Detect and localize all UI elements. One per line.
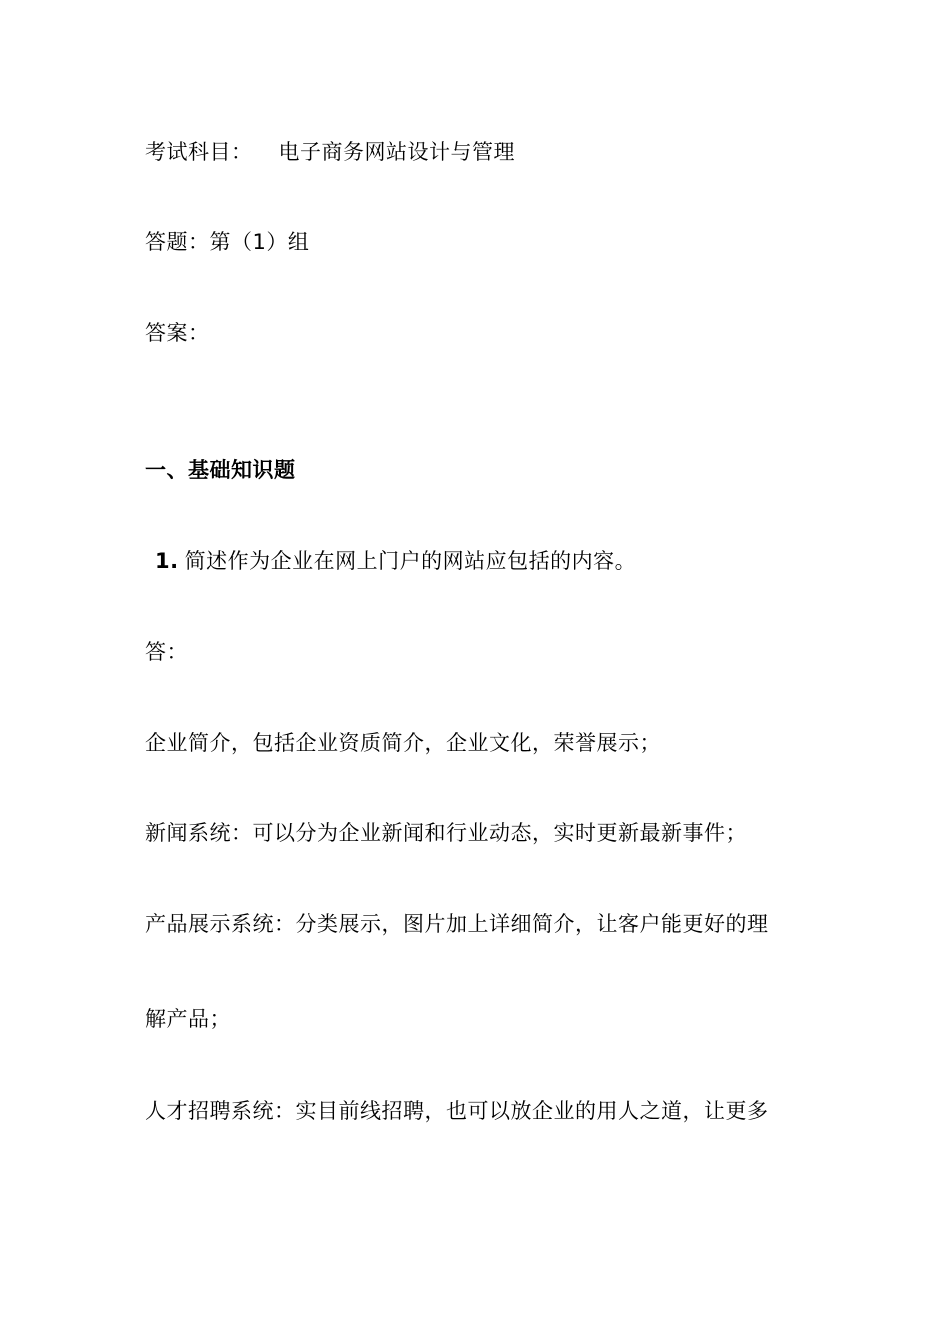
subject-line: [145, 138, 515, 166]
answer-line-5: 人才招聘系统：实目前线招聘，也可以放企业的用人之道，让更多: [145, 1099, 769, 1123]
answer-label: 答案：: [145, 321, 210, 345]
answer-line-1: 企业简介，包括企业资质简介，企业文化，荣誉展示；: [145, 731, 661, 755]
answer-line-2: 新闻系统：可以分为企业新闻和行业动态，实时更新最新事件；: [145, 821, 747, 845]
answer-prefix: 答：: [145, 640, 188, 664]
answer-line-3: 产品展示系统：分类展示，图片加上详细简介，让客户能更好的理: [145, 912, 769, 936]
subject-value: 电子商务网站设计与管理: [278, 140, 515, 164]
subject-label: 考试科目：: [145, 140, 253, 164]
section-title: 一、基础知识题: [145, 458, 296, 482]
answer-line-4: 解产品；: [145, 1007, 231, 1031]
question-text: 简述作为企业在网上门户的网站应包括的内容。: [184, 549, 637, 573]
group-line: 答题：第（1）组: [145, 230, 310, 254]
question-line: [145, 547, 636, 575]
question-number: 1.: [155, 549, 179, 573]
